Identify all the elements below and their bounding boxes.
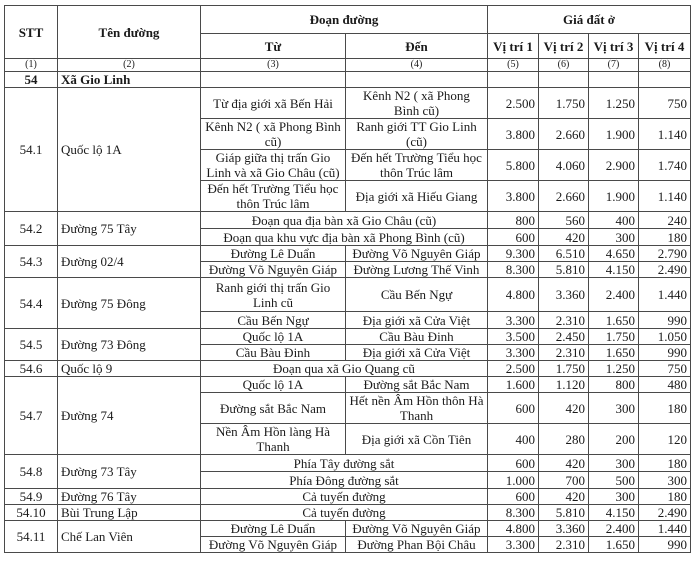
- price-position-2: 5.810: [539, 262, 589, 278]
- column-number: (6): [539, 59, 589, 72]
- price-position-1: 400: [488, 424, 539, 455]
- segment-description: Đoạn qua địa bàn xã Gio Châu (cũ): [201, 212, 488, 229]
- segment-from: Kênh N2 ( xã Phong Bình cũ): [201, 119, 346, 150]
- price-position-2: 700: [539, 472, 589, 489]
- price-position-3: 1.250: [589, 361, 639, 377]
- segment-to: Kênh N2 ( xã Phong Bình cũ): [346, 88, 488, 119]
- segment-to: Cầu Bàu Đinh: [346, 329, 488, 345]
- empty-cell: [589, 72, 639, 88]
- segment-from: Đến hết Trường Tiểu học thôn Trúc lâm: [201, 181, 346, 212]
- price-position-3: 1.650: [589, 345, 639, 361]
- price-position-4: 750: [639, 361, 691, 377]
- road-name: Quốc lộ 1A: [58, 88, 201, 212]
- segment-to: Địa giới xã Hiếu Giang: [346, 181, 488, 212]
- price-position-3: 300: [589, 489, 639, 505]
- header-position-1: Vị trí 1: [488, 34, 539, 59]
- road-name: Đường 02/4: [58, 246, 201, 278]
- price-position-2: 420: [539, 455, 589, 472]
- price-position-2: 2.310: [539, 345, 589, 361]
- price-position-3: 1.250: [589, 88, 639, 119]
- price-position-4: 180: [639, 229, 691, 246]
- header-road-name: Tên đường: [58, 6, 201, 59]
- segment-from: Từ địa giới xã Bến Hải: [201, 88, 346, 119]
- price-position-1: 9.300: [488, 246, 539, 262]
- price-position-1: 3.800: [488, 119, 539, 150]
- table-row: [5, 489, 691, 505]
- price-position-4: 1.140: [639, 119, 691, 150]
- road-name: Quốc lộ 9: [58, 361, 201, 377]
- header-position-3: Vị trí 3: [589, 34, 639, 59]
- price-position-2: 2.310: [539, 312, 589, 329]
- price-position-3: 1.900: [589, 181, 639, 212]
- header-residential-land-price: Giá đất ở: [488, 6, 691, 34]
- segment-from: Quốc lộ 1A: [201, 329, 346, 345]
- column-number: (4): [346, 59, 488, 72]
- segment-to: Đường sắt Bắc Nam: [346, 377, 488, 393]
- price-position-4: 2.490: [639, 262, 691, 278]
- segment-from: Ranh giới thị trấn Gio Linh cũ: [201, 278, 346, 312]
- empty-cell: [639, 72, 691, 88]
- price-position-2: 2.310: [539, 537, 589, 553]
- road-name: Đường 76 Tây: [58, 489, 201, 505]
- price-position-3: 4.650: [589, 246, 639, 262]
- price-position-4: 1.440: [639, 278, 691, 312]
- segment-from: Đường sắt Bắc Nam: [201, 393, 346, 424]
- price-position-4: 300: [639, 472, 691, 489]
- segment-from: Đường Võ Nguyên Giáp: [201, 262, 346, 278]
- header-stt: STT: [5, 6, 58, 59]
- table-body: [5, 72, 691, 553]
- price-position-1: 1.600: [488, 377, 539, 393]
- price-position-3: 500: [589, 472, 639, 489]
- price-position-4: 990: [639, 537, 691, 553]
- price-position-4: 120: [639, 424, 691, 455]
- road-stt: 54.6: [5, 361, 58, 377]
- empty-cell: [346, 72, 488, 88]
- price-position-3: 400: [589, 212, 639, 229]
- price-position-4: 480: [639, 377, 691, 393]
- section-stt: 54: [5, 72, 58, 88]
- segment-to: Ranh giới TT Gio Linh (cũ): [346, 119, 488, 150]
- price-position-2: 5.810: [539, 505, 589, 521]
- road-stt: 54.5: [5, 329, 58, 361]
- price-position-2: 420: [539, 489, 589, 505]
- segment-to: Đường Lương Thế Vinh: [346, 262, 488, 278]
- road-stt: 54.7: [5, 377, 58, 455]
- empty-cell: [201, 72, 346, 88]
- price-position-3: 800: [589, 377, 639, 393]
- segment-to: Cầu Bến Ngự: [346, 278, 488, 312]
- price-position-2: 3.360: [539, 278, 589, 312]
- price-position-3: 4.150: [589, 505, 639, 521]
- road-name: Chế Lan Viên: [58, 521, 201, 553]
- price-position-3: 1.750: [589, 329, 639, 345]
- road-stt: 54.10: [5, 505, 58, 521]
- road-stt: 54.2: [5, 212, 58, 246]
- road-stt: 54.8: [5, 455, 58, 489]
- price-position-2: 1.750: [539, 88, 589, 119]
- price-position-2: 1.750: [539, 361, 589, 377]
- segment-description: Phía Đông đường sắt: [201, 472, 488, 489]
- price-position-1: 3.300: [488, 537, 539, 553]
- table-row: [5, 88, 691, 119]
- road-name: Đường 73 Đông: [58, 329, 201, 361]
- price-position-2: 3.360: [539, 521, 589, 537]
- price-position-3: 2.400: [589, 278, 639, 312]
- land-price-table: [4, 5, 691, 553]
- price-position-4: 1.740: [639, 150, 691, 181]
- road-name: Đường 73 Tây: [58, 455, 201, 489]
- price-position-4: 180: [639, 489, 691, 505]
- road-stt: 54.4: [5, 278, 58, 329]
- price-position-3: 300: [589, 393, 639, 424]
- price-position-3: 4.150: [589, 262, 639, 278]
- price-position-3: 2.900: [589, 150, 639, 181]
- price-position-2: 420: [539, 393, 589, 424]
- segment-description: Cả tuyến đường: [201, 489, 488, 505]
- price-position-4: 2.490: [639, 505, 691, 521]
- price-position-1: 2.500: [488, 361, 539, 377]
- segment-to: Đến hết Trường Tiểu học thôn Trúc lâm: [346, 150, 488, 181]
- price-position-4: 240: [639, 212, 691, 229]
- price-position-3: 1.650: [589, 537, 639, 553]
- price-position-3: 300: [589, 229, 639, 246]
- price-position-4: 180: [639, 455, 691, 472]
- price-position-1: 600: [488, 229, 539, 246]
- header-from: Từ: [201, 34, 346, 59]
- table-row: [5, 377, 691, 393]
- price-position-1: 600: [488, 489, 539, 505]
- price-position-4: 180: [639, 393, 691, 424]
- segment-description: Cả tuyến đường: [201, 505, 488, 521]
- segment-to: Đường Võ Nguyên Giáp: [346, 521, 488, 537]
- price-position-1: 600: [488, 393, 539, 424]
- price-position-2: 6.510: [539, 246, 589, 262]
- section-row: [5, 72, 691, 88]
- table-row: [5, 212, 691, 229]
- road-name: Đường 75 Tây: [58, 212, 201, 246]
- price-position-1: 8.300: [488, 262, 539, 278]
- segment-to: Địa giới xã Cửa Việt: [346, 312, 488, 329]
- price-position-2: 560: [539, 212, 589, 229]
- header-row-1: [5, 6, 691, 34]
- price-position-3: 200: [589, 424, 639, 455]
- price-position-4: 990: [639, 312, 691, 329]
- price-position-1: 5.800: [488, 150, 539, 181]
- segment-from: Đường Lê Duẩn: [201, 246, 346, 262]
- price-position-1: 3.300: [488, 345, 539, 361]
- price-position-2: 2.450: [539, 329, 589, 345]
- price-position-1: 600: [488, 455, 539, 472]
- price-position-4: 990: [639, 345, 691, 361]
- road-stt: 54.11: [5, 521, 58, 553]
- price-position-2: 1.120: [539, 377, 589, 393]
- segment-description: Đoạn qua xã Gio Quang cũ: [201, 361, 488, 377]
- empty-cell: [539, 72, 589, 88]
- column-number: (8): [639, 59, 691, 72]
- header-position-4: Vị trí 4: [639, 34, 691, 59]
- segment-description: Đoạn qua khu vực địa bàn xã Phong Bình (cũ): [201, 229, 488, 246]
- table-row: [5, 361, 691, 377]
- price-position-2: 2.660: [539, 119, 589, 150]
- price-position-2: 420: [539, 229, 589, 246]
- price-position-1: 2.500: [488, 88, 539, 119]
- section-name: Xã Gio Linh: [58, 72, 201, 88]
- table-row: [5, 455, 691, 472]
- price-position-3: 2.400: [589, 521, 639, 537]
- price-position-2: 280: [539, 424, 589, 455]
- price-position-3: 1.900: [589, 119, 639, 150]
- price-position-1: 3.300: [488, 312, 539, 329]
- price-position-2: 2.660: [539, 181, 589, 212]
- table-row: [5, 329, 691, 345]
- header-to: Đến: [346, 34, 488, 59]
- price-position-1: 4.800: [488, 521, 539, 537]
- header-road-segment: Đoạn đường: [201, 6, 488, 34]
- price-position-4: 1.050: [639, 329, 691, 345]
- table-row: [5, 521, 691, 537]
- column-number-row: [5, 59, 691, 72]
- segment-to: Hết nền Âm Hồn thôn Hà Thanh: [346, 393, 488, 424]
- column-number: (5): [488, 59, 539, 72]
- table-row: [5, 278, 691, 312]
- price-position-4: 2.790: [639, 246, 691, 262]
- price-position-1: 3.800: [488, 181, 539, 212]
- price-position-1: 3.500: [488, 329, 539, 345]
- segment-to: Đường Võ Nguyên Giáp: [346, 246, 488, 262]
- road-name: Đường 74: [58, 377, 201, 455]
- price-position-4: 1.140: [639, 181, 691, 212]
- segment-to: Địa giới xã Cửa Việt: [346, 345, 488, 361]
- price-position-1: 8.300: [488, 505, 539, 521]
- segment-from: Đường Võ Nguyên Giáp: [201, 537, 346, 553]
- road-name: Đường 75 Đông: [58, 278, 201, 329]
- price-position-3: 1.650: [589, 312, 639, 329]
- column-number: (1): [5, 59, 58, 72]
- price-position-4: 750: [639, 88, 691, 119]
- price-position-3: 300: [589, 455, 639, 472]
- segment-from: Giáp giữa thị trấn Gio Linh và xã Gio Châu (cũ): [201, 150, 346, 181]
- segment-from: Cầu Bến Ngự: [201, 312, 346, 329]
- column-number: (2): [58, 59, 201, 72]
- road-name: Bùi Trung Lập: [58, 505, 201, 521]
- table-row: [5, 246, 691, 262]
- segment-description: Phía Tây đường sắt: [201, 455, 488, 472]
- price-position-1: 800: [488, 212, 539, 229]
- segment-from: Đường Lê Duẩn: [201, 521, 346, 537]
- segment-from: Quốc lộ 1A: [201, 377, 346, 393]
- empty-cell: [488, 72, 539, 88]
- segment-from: Cầu Bàu Đinh: [201, 345, 346, 361]
- segment-to: Đường Phan Bội Châu: [346, 537, 488, 553]
- road-stt: 54.9: [5, 489, 58, 505]
- road-stt: 54.3: [5, 246, 58, 278]
- header-position-2: Vị trí 2: [539, 34, 589, 59]
- price-position-1: 4.800: [488, 278, 539, 312]
- price-position-2: 4.060: [539, 150, 589, 181]
- segment-to: Địa giới xã Cồn Tiên: [346, 424, 488, 455]
- road-stt: 54.1: [5, 88, 58, 212]
- price-position-4: 1.440: [639, 521, 691, 537]
- price-position-1: 1.000: [488, 472, 539, 489]
- column-number: (7): [589, 59, 639, 72]
- column-number: (3): [201, 59, 346, 72]
- segment-from: Nền Âm Hồn làng Hà Thanh: [201, 424, 346, 455]
- table-row: [5, 505, 691, 521]
